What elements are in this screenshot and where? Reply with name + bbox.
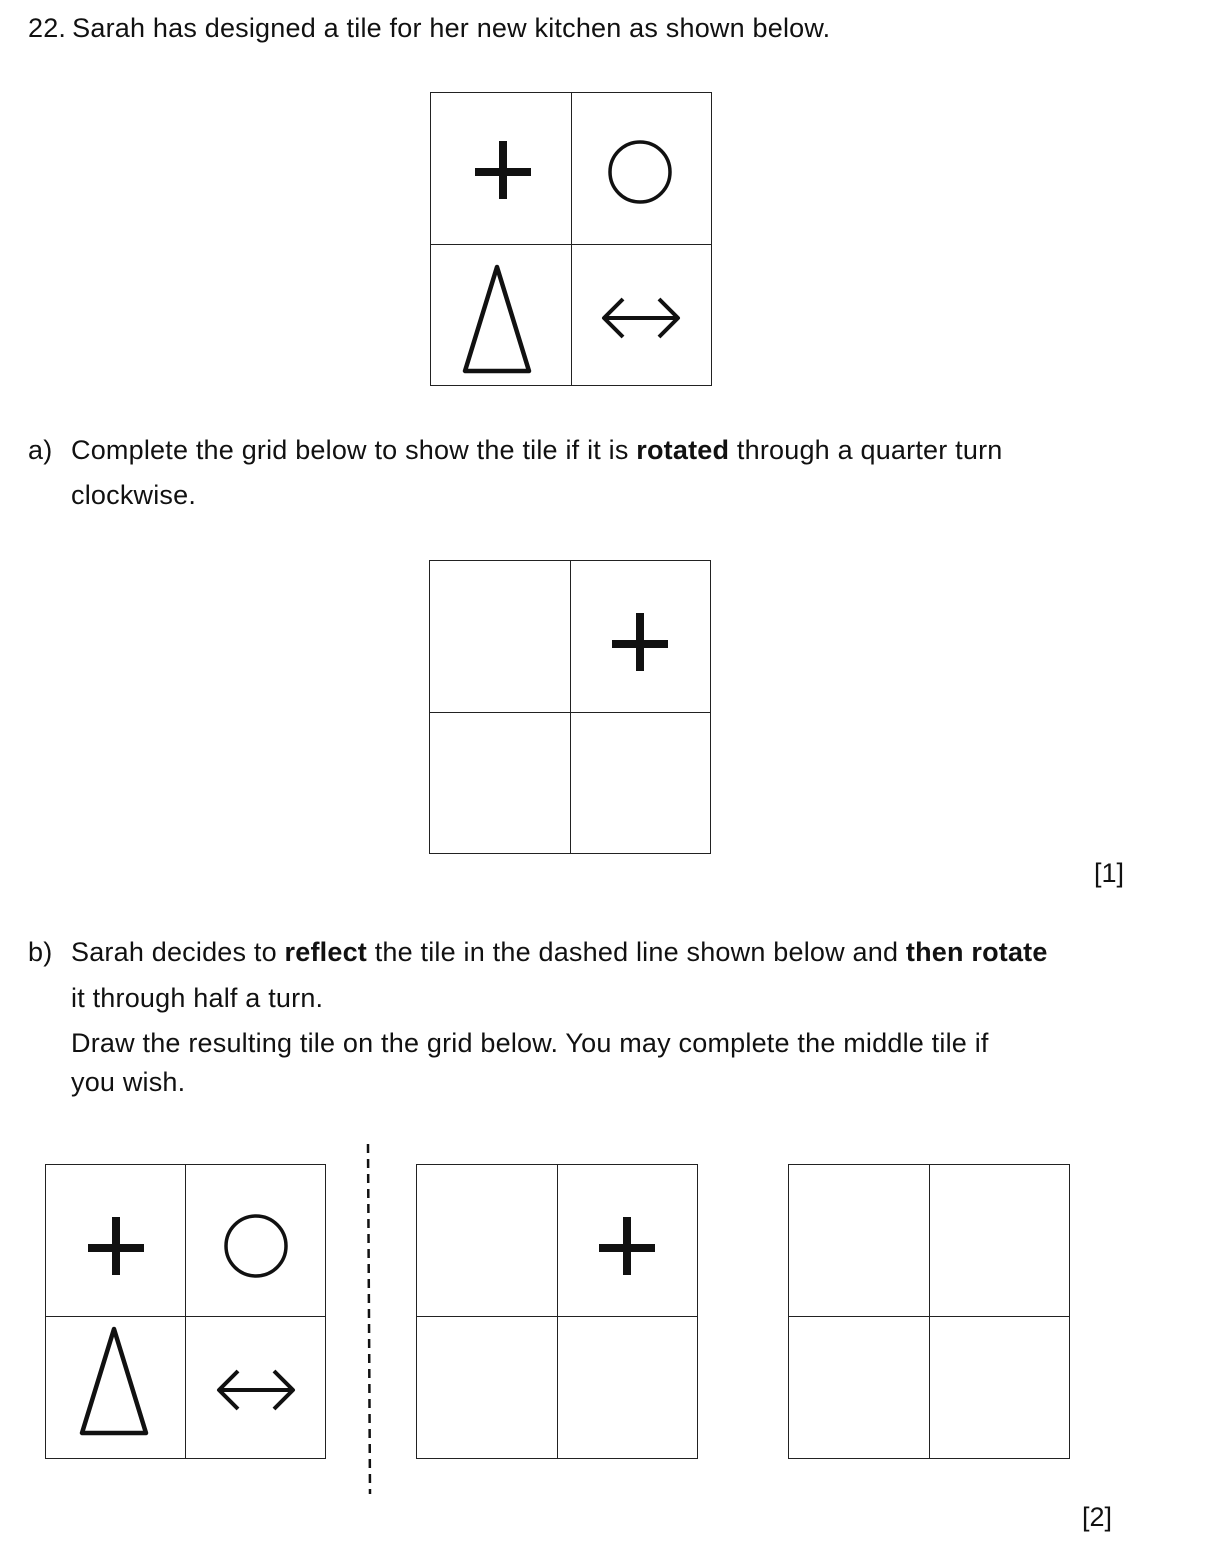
triangle-icon <box>78 1325 150 1437</box>
plus-icon <box>597 1213 657 1279</box>
part-b-label: b) <box>28 937 53 967</box>
part-b-middle-grid[interactable] <box>416 1164 698 1459</box>
part-a-text-after: through a quarter turn <box>729 435 1003 465</box>
part-b-marks: [2] <box>1082 1502 1113 1532</box>
question-stem <box>28 12 830 44</box>
part-b-text: Sarah decides to <box>71 937 285 967</box>
part-b-original-tile <box>45 1164 326 1459</box>
part-b-text-mid: the tile in the dashed line shown below and <box>367 937 906 967</box>
double-arrow-icon <box>214 1365 298 1415</box>
original-tile-grid <box>430 92 712 386</box>
part-b-answer-grid[interactable] <box>788 1164 1070 1459</box>
question-text: Sarah has designed a tile for her new kitchen as shown below. <box>72 13 831 43</box>
plus-icon <box>473 137 533 203</box>
part-b-line2: it through half a turn. <box>71 983 324 1013</box>
part-a-label: a) <box>28 435 53 465</box>
double-arrow-icon <box>599 293 683 343</box>
part-b-bold-reflect: reflect <box>284 937 367 967</box>
part-a-bold: rotated <box>636 435 730 465</box>
part-a-line1 <box>71 434 1002 466</box>
part-b-line3: Draw the resulting tile on the grid below. You may complete the middle tile if <box>71 1028 989 1058</box>
circle-icon <box>223 1213 289 1279</box>
circle-icon <box>607 139 673 205</box>
part-a-text: Complete the grid below to show the tile if it is <box>71 435 637 465</box>
answer-grid-a[interactable] <box>429 560 711 854</box>
mirror-dashed-line <box>364 1144 374 1496</box>
triangle-icon <box>461 263 533 375</box>
plus-icon <box>610 609 670 675</box>
question-number: 22. <box>28 13 67 43</box>
part-a-line2: clockwise. <box>71 480 197 510</box>
plus-icon <box>86 1213 146 1279</box>
part-a-marks: [1] <box>1094 858 1125 888</box>
part-b-line1 <box>71 936 1048 968</box>
part-b-line4: you wish. <box>71 1067 186 1097</box>
part-b-bold-rotate: then rotate <box>905 937 1048 967</box>
